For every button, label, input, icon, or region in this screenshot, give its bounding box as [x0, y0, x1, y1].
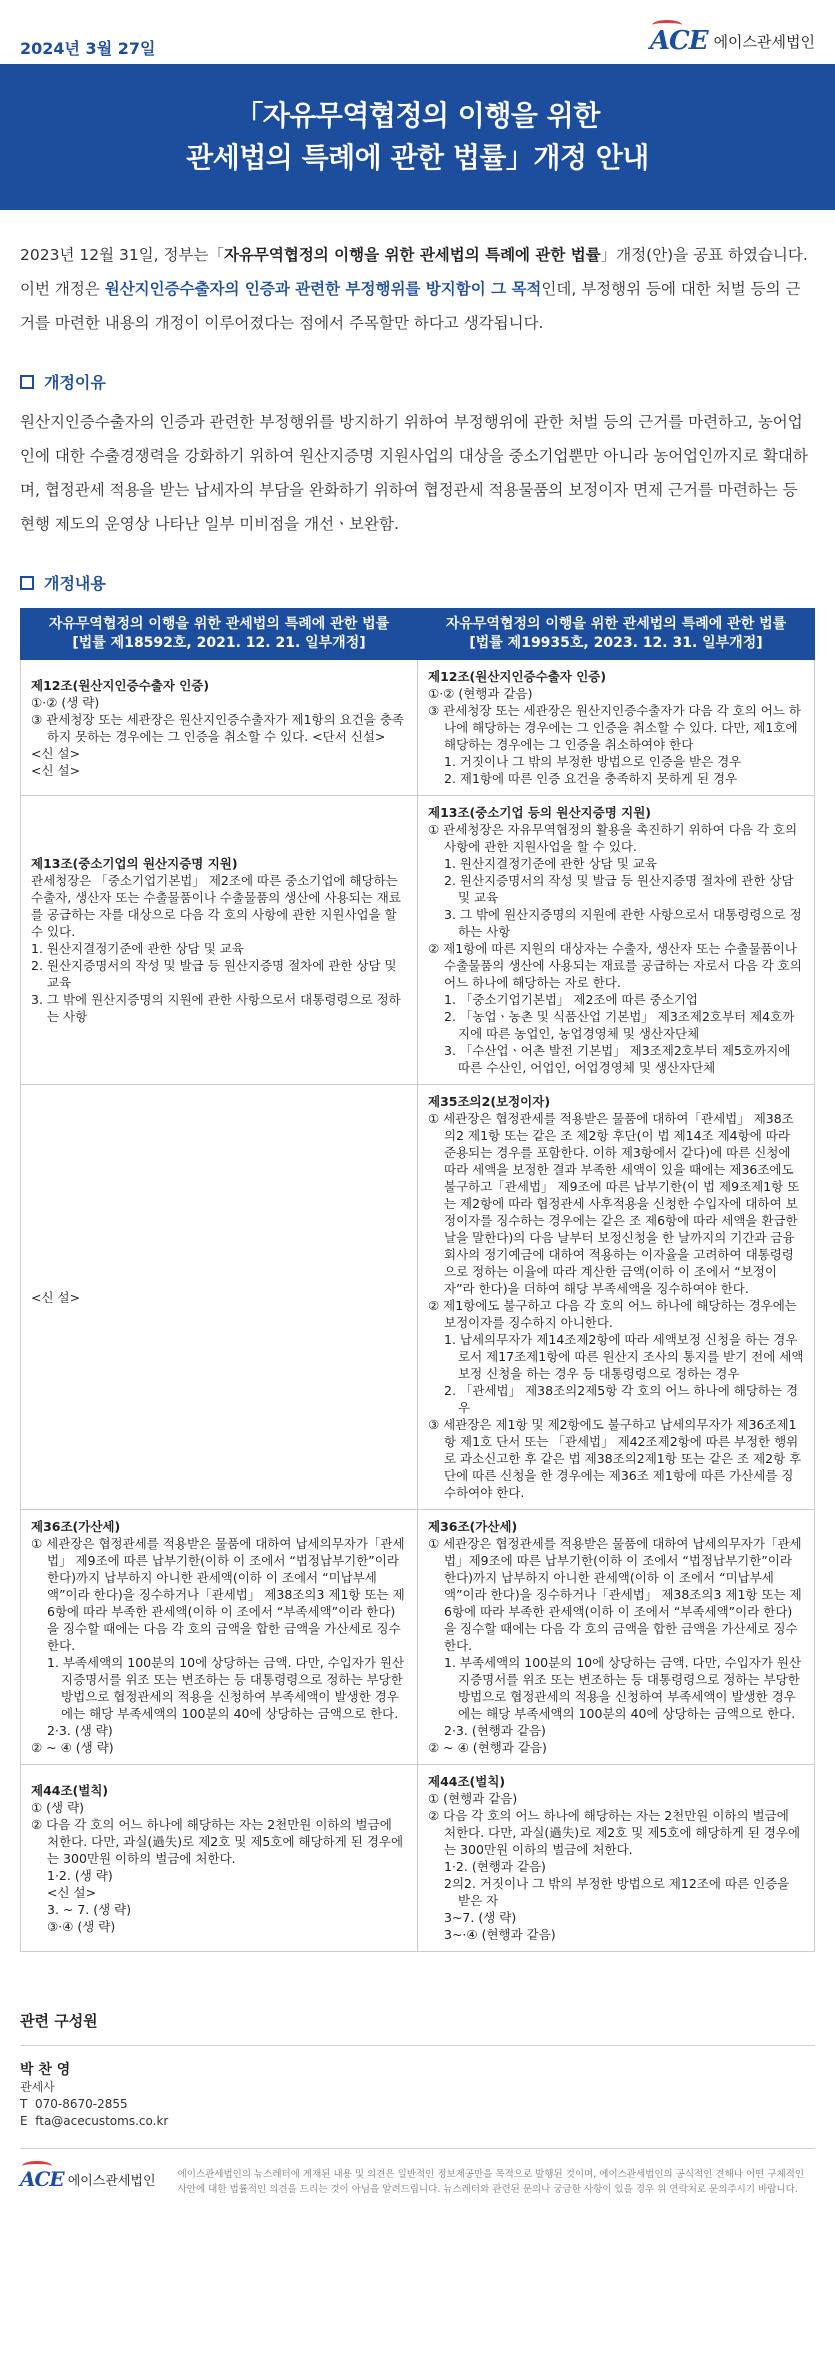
- law-text-line: 3. 「수산업ㆍ어촌 발전 기본법」 제3조제2호부터 제5호까지에 따른 수산인, 어업인, 어업경영체 및 생산자단체: [444, 1043, 791, 1075]
- logo-text: ACE: [649, 26, 708, 56]
- law-text-line: ② 제1항에도 불구하고 다음 각 호의 어느 하나에 해당하는 경우에는 보정이자를 징수하지 아니한다.: [428, 1298, 797, 1330]
- table-cell-new: [418, 660, 815, 796]
- law-text-line: <신 설>: [31, 762, 81, 778]
- column-header-new-line2: [법률 제19935호, 2023. 12. 31. 일부개정]: [469, 635, 763, 651]
- law-text-line: 1. 부족세액의 100분의 10에 상당하는 금액. 다만, 수입자가 원산지증명서를 위조 또는 변조하는 등 대통령령으로 정하는 부당한 방법으로 협정관세의 적용을 신청하여 부족세액이 발생한 경우에는 해당 부족세액의 100분의 40에 상당하는 금액으로 한다.: [47, 1655, 405, 1721]
- page-title-line2: 관세법의 특례에 관한 법률」개정 안내: [186, 141, 649, 174]
- law-text-line: 1. 거짓이나 그 밖의 부정한 방법으로 인증을 받은 경우: [444, 754, 742, 769]
- law-text-line: 1. 원산지결정기준에 관한 상담 및 교육: [444, 856, 657, 871]
- main-content: [0, 238, 835, 2215]
- law-text-line: 1. 원산지결정기준에 관한 상담 및 교육: [31, 941, 244, 956]
- law-text-line: 2의2. 거짓이나 그 밖의 부정한 방법으로 제12조에 따른 인증을 받은 자: [444, 1876, 790, 1908]
- article-heading: 제12조(원산지인증수출자 인증): [31, 677, 210, 693]
- law-text-line: 3~·④ (현행과 같음): [444, 1927, 556, 1942]
- law-text-line: ③ 관세청장 또는 세관장은 원산지인증수출자가 다음 각 호의 어느 하나에 해당하는 경우에는 그 인증을 취소할 수 있다. 다만, 제1호에 해당하는 경우에는 그 인증을 취소하여야 한다: [428, 703, 801, 752]
- law-text-line: ①·② (현행과 같음): [428, 686, 533, 701]
- law-text-line: ② ~ ④ (현행과 같음): [428, 1740, 547, 1755]
- title-banner: [0, 64, 835, 210]
- page-title-line1: 「자유무역협정의 이행을 위한: [235, 99, 600, 132]
- law-text-line: 3. 그 밖에 원산지증명의 지원에 관한 사항으로서 대통령령으로 정하는 사항: [31, 992, 401, 1024]
- article-heading: 제13조(중소기업의 원산지증명 지원): [31, 856, 238, 871]
- law-text-line: 2·3. (생 략): [47, 1723, 113, 1738]
- issue-date: 2024년 3월 27일: [20, 39, 156, 58]
- law-text-line: 2. 원산지증명서의 작성 및 발급 등 원산지증명 절차에 관한 상담 및 교육: [444, 873, 794, 905]
- law-text-line: 2. 원산지증명서의 작성 및 발급 등 원산지증명 절차에 관한 상담 및 교육: [31, 958, 397, 990]
- table-row: [21, 1085, 815, 1510]
- section-title-content: [20, 571, 815, 594]
- column-header-old-line1: 자유무역협정의 이행을 위한 관세법의 특례에 관한 법률: [48, 616, 390, 632]
- table-cell-new: [418, 796, 815, 1085]
- article-heading: 제44조(벌칙): [31, 1782, 109, 1798]
- law-text-line: <신 설>: [31, 745, 81, 761]
- table-cell-old: [21, 660, 418, 796]
- law-text-line: 1·2. (현행과 같음): [444, 1859, 546, 1874]
- section-title-content-text: 개정내용: [44, 574, 106, 593]
- logo-swoosh-icon: [652, 20, 682, 30]
- law-text-line: 1. 납세의무자가 제14조제2항에 따라 세액보정 신청을 하는 경우로서 제17조제1항에 따른 원산지 조사의 통지를 받기 전에 세액보정 신청을 하는 경우 등 대통령령으로 정하는 경우: [444, 1332, 804, 1381]
- contact-email: [20, 2113, 815, 2130]
- intro-law-name: 자유무역협정의 이행을 위한 관세법의 특례에 관한 법률: [223, 246, 601, 264]
- column-header-old-line2: [법률 제18592호, 2021. 12. 21. 일부개정]: [72, 635, 366, 651]
- law-text-line: ① (현행과 같음): [428, 1791, 518, 1806]
- law-text-line: <신 설>: [47, 1884, 97, 1900]
- logo-swoosh-icon: [22, 2161, 52, 2171]
- contact-section-title: 관련 구성원: [20, 2010, 815, 2046]
- law-text-line: ① 세관장은 협정관세를 적용받은 물품에 대하여 납세의무자가「관세법」제9조에 따른 납부기한(이하 이 조에서 “법정납부기한”이라 한다)까지 납부하지 아니한 관세액(이하 이 조에서 “미납부세액”이라 한다)을 징수하거나「관세법」 제38조의3 제1항 또는 제6항에 따라 부족한 관세액(이하 이 조에서 “부족세액”이라 한다)을 징수할 때에는 다음 각 호의 금액을 합한 금액을 가산세로 징수한다.: [428, 1536, 802, 1653]
- table-cell-old: [21, 1765, 418, 1952]
- table-cell-old: [21, 1085, 418, 1510]
- table-row: [21, 796, 815, 1085]
- law-text-line: <신 설>: [31, 1289, 81, 1305]
- law-text-line: ② 다음 각 호의 어느 하나에 해당하는 자는 2천만원 이하의 벌금에 처한다. 다만, 과실(過失)로 제2호 및 제5호에 해당하게 된 경우에는 300만원 이하의 벌금에 처한다.: [428, 1808, 801, 1857]
- law-text-line: 2·3. (현행과 같음): [444, 1723, 546, 1738]
- table-cell-new: [418, 1510, 815, 1765]
- law-text-line: ① 세관장은 협정관세를 적용받은 물품에 대하여「관세법」 제38조의2 제1항 또는 같은 조 제2항 후단(이 법 제14조 제4항에 따라 준용되는 경우를 포함한다. 이하 제3항에서 같다)에 따른 신청에 따라 세액을 보정한 결과 부족한 세액이 있을 때에는 제36조에도 불구하고「관세법」 제9조에 따른 납부기한(이 법 제9조제1항 또는 제2항에 따라 협정관세 사후적용을 신청한 수입자에 대하여 보정이자를 징수하는 경우에는 같은 조 제6항에 따라 세액을 환급한 날을 말한다)의 다음 날부터 보정신청을 한 날까지의 기간과 금융회사의 정기예금에 대하여 적용하는 이자율을 고려하여 대통령령으로 정하는 이율에 따라 계산한 금액(이하 이 조에서 “보정이자”라 한다)을 더하여 해당 부족세액을 징수하여야 한다.: [428, 1111, 800, 1296]
- law-text-line: 1·2. (생 략): [47, 1867, 113, 1883]
- law-text-line: ① 세관장은 협정관세를 적용받은 물품에 대하여 납세의무자가「관세법」 제9조에 따른 납부기한(이하 이 조에서 “법정납부기한”이라 한다)까지 납부하지 아니한 관세액(이하 이 조에서 “미납부세액”이라 한다)을 징수하거나「관세법」 제38조의3 제1항 또는 제6항에 따라 부족한 관세액(이하 이 조에서 “부족세액”이라 한다)을 징수할 때에는 다음 각 호의 금액을 합한 금액을 가산세로 징수한다.: [31, 1536, 405, 1653]
- column-header-old: [21, 609, 418, 660]
- law-text-line: 3~7. (생 략): [444, 1910, 517, 1925]
- law-text-line: ③·④ (생 략): [47, 1918, 116, 1934]
- table-row: [21, 1765, 815, 1952]
- phone-label: T: [20, 2097, 28, 2111]
- section-title-reason: [20, 370, 815, 393]
- article-heading: 제13조(중소기업 등의 원산지증명 지원): [428, 805, 652, 820]
- intro-text-3: 인데, 부정행위 등에 대한 처벌 등의 근거를 마련한 내용의 개정이 이루어졌다는 점에서 주목할만 하다고 생각됩니다.: [20, 280, 801, 332]
- article-heading: 제12조(원산지인증수출자 인증): [428, 669, 607, 684]
- law-text-line: ①·② (생 략): [31, 694, 100, 710]
- table-row: [21, 1510, 815, 1765]
- article-heading: 제36조(가산세): [31, 1519, 121, 1534]
- comparison-table: [20, 608, 815, 1952]
- table-cell-new: [418, 1765, 815, 1952]
- article-heading: 제44조(벌칙): [428, 1774, 506, 1789]
- law-text-line: 2. 「관세법」 제38조의2제5항 각 호의 어느 하나에 해당하는 경우: [444, 1383, 799, 1415]
- law-text-line: 3. 그 밖에 원산지증명의 지원에 관한 사항으로서 대통령령으로 정하는 사항: [444, 907, 802, 939]
- footer-brand[interactable]: [20, 2167, 156, 2191]
- intro-text-1: 2023년 12월 31일, 정부는「: [20, 246, 224, 264]
- section-title-reason-text: 개정이유: [44, 373, 106, 392]
- contact-phone: [20, 2096, 815, 2113]
- law-text-line: 3. ~ 7. (생 략): [47, 1901, 132, 1917]
- footer-ace-logo: [20, 2167, 64, 2191]
- brand-name: 에이스관세법인: [713, 32, 815, 51]
- ace-logo: [650, 26, 708, 56]
- contact-card: [20, 2062, 815, 2130]
- brand[interactable]: [650, 26, 815, 56]
- footer-logo-text: ACE: [20, 2167, 64, 2191]
- table-row: [21, 660, 815, 796]
- reason-paragraph: 원산지인증수출자의 인증과 관련한 부정행위를 방지하기 위하여 부정행위에 관한 처벌 등의 근거를 마련하고, 농어업인에 대한 수출경쟁력을 강화하기 위하여 원산지증명 지원사업의 대상을 중소기업뿐만 아니라 농어업인까지로 확대하며, 협정관세 적용을 받는 납세자의 부담을 완화하기 위하여 협정관세 적용물품의 보정이자 면제 근거를 마련하는 등 현행 제도의 운영상 나타난 일부 미비점을 개선ㆍ보완함.: [20, 413, 808, 533]
- article-heading: 제36조(가산세): [428, 1519, 518, 1534]
- footer-disclaimer: 에이스관세법인의 뉴스레터에 게재된 내용 및 의견은 일반적인 정보제공만을 목적으로 발행된 것이며, 에이스관세법인의 공식적인 견해나 어떤 구체적인 사안에 대한 법률적인 의견을 드리는 것이 아님을 알려드립니다. 뉴스레터와 관련된 문의나 궁금한 사항이 있을 경우 위 연락처로 문의주시기 바랍니다.: [177, 2169, 805, 2195]
- column-header-new-line1: 자유무역협정의 이행을 위한 관세법의 특례에 관한 법률: [445, 616, 787, 632]
- law-text-line: ② ~ ④ (생 략): [31, 1740, 114, 1755]
- law-text-line: ③ 세관장은 제1항 및 제2항에도 불구하고 납세의무자가 제36조제1항 제1호 단서 또는 「관세법」 제42조제2항에 따른 부정한 행위로 과소신고한 후 같은 법 제38조의2제1항 또는 같은 조 제2항 후단에 따른 신청을 한 경우에는 제36조 제1항에 따른 가산세를 징수하여야 한다.: [428, 1417, 802, 1500]
- footer-brand-name: 에이스관세법인: [67, 2173, 156, 2189]
- law-text-line: ③ 관세청장 또는 세관장은 원산지인증수출자가 제1항의 요건을 충족하지 못하는 경우에는 그 인증을 취소할 수 있다. <단서 신설>: [31, 711, 404, 744]
- table-cell-new: [418, 1085, 815, 1510]
- email-label: E: [20, 2114, 28, 2128]
- intro-paragraph: [20, 238, 815, 340]
- law-text-line: 관세청장은 「중소기업기본법」 제2조에 따른 중소기업에 해당하는 수출자, 생산자 또는 수출물품이나 수출물품의 생산에 사용되는 재료를 공급하는 자를 대상으로 다음 각 호의 사항에 관한 지원사업을 할 수 있다.: [31, 873, 401, 939]
- phone-number[interactable]: 070-8670-2855: [34, 2097, 128, 2111]
- header-bar: [0, 0, 835, 64]
- table-cell-old: [21, 1510, 418, 1765]
- law-text-line: ① (생 략): [31, 1799, 85, 1815]
- square-bullet-icon: [20, 375, 34, 389]
- square-bullet-icon: [20, 576, 34, 590]
- contact-name: 박 찬 영: [20, 2062, 71, 2078]
- law-text-line: 2. 「농업ㆍ농촌 및 식품산업 기본법」 제3조제2호부터 제4호까지에 따른 농업인, 농업경영체 및 생산자단체: [444, 1009, 795, 1041]
- law-text-line: ② 다음 각 호의 어느 하나에 해당하는 자는 2천만원 이하의 벌금에 처한다. 다만, 과실(過失)로 제2호 및 제5호에 해당하게 된 경우에는 300만원 이하의 벌금에 처한다.: [31, 1816, 404, 1866]
- article-heading: 제35조의2(보정이자): [428, 1094, 551, 1109]
- law-text-line: ② 제1항에 따른 지원의 대상자는 수출자, 생산자 또는 수출물품이나 수출물품의 생산에 사용되는 재료를 공급하는 자로서 다음 각 호의 어느 하나에 해당하는 자로 한다.: [428, 941, 802, 990]
- intro-highlight: 원산지인증수출자의 인증과 관련한 부정행위를 방지함이 그 목적: [104, 280, 542, 298]
- comparison-table-body: [21, 660, 815, 1952]
- column-header-new: [418, 609, 815, 660]
- law-text-line: ① 관세청장은 자유무역협정의 활용을 촉진하기 위하여 다음 각 호의 사항에 관한 지원사업을 할 수 있다.: [428, 822, 798, 854]
- law-text-line: 1. 부족세액의 100분의 10에 상당하는 금액. 다만, 수입자가 원산지증명서를 위조 또는 변조하는 등 대통령령으로 정하는 부당한 방법으로 협정관세의 적용을 신청하여 부족세액이 발생한 경우에는 해당 부족세액의 100분의 40에 상당하는 금액으로 한다.: [444, 1655, 802, 1721]
- law-text-line: 1. 「중소기업기본법」 제2조에 따른 중소기업: [444, 992, 698, 1007]
- footer: [20, 2148, 815, 2215]
- law-text-line: 2. 제1항에 따른 인증 요건을 충족하지 못하게 된 경우: [444, 771, 738, 786]
- email-address[interactable]: fta@acecustoms.co.kr: [35, 2114, 169, 2128]
- table-cell-old: [21, 796, 418, 1085]
- contact-role: 관세사: [20, 2080, 55, 2094]
- intro-text-2: 」개정(안)을 공표 하였습니다. 이번 개정은: [20, 246, 808, 298]
